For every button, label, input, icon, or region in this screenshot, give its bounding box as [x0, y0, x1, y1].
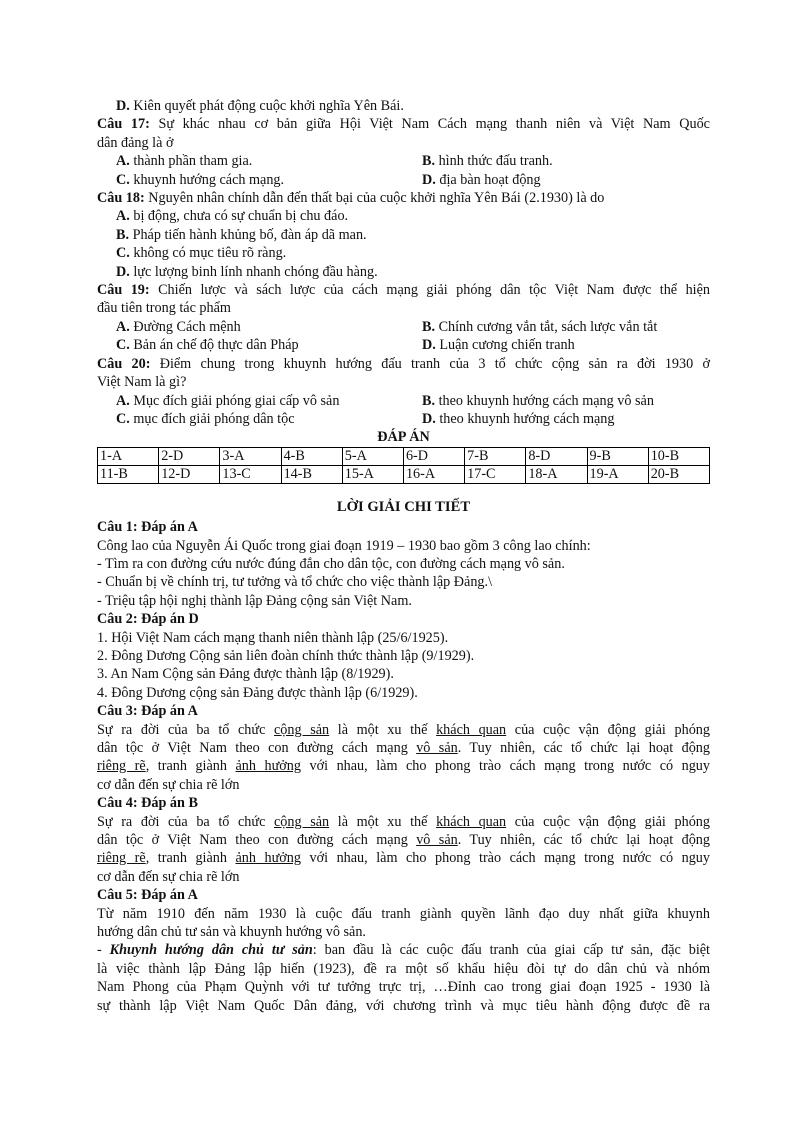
q18-option-b: B. Pháp tiến hành khủng bố, đàn áp dã man. — [116, 226, 367, 243]
solution-3-para: cơ dẫn đến sự chia rẽ lớn — [97, 776, 240, 793]
solution-2-line: 1. Hội Việt Nam cách mạng thanh niên thành lập (25/6/1925). — [97, 629, 449, 646]
solution-5-line: Từ năm 1910 đến năm 1930 là cuộc đấu tranh giành quyền lãnh đạo duy nhất giữa khuynh — [97, 905, 710, 922]
q16-option-d: D. Kiên quyết phát động cuộc khởi nghĩa Yên Bái. — [116, 98, 404, 114]
q19-options-row2: C. Bản án chế độ thực dân Pháp D. Luận cương chiến tranh — [116, 337, 575, 354]
q18-option-a: A. bị động, chưa có sự chuẩn bị chu đáo. — [116, 208, 349, 225]
solution-1-head: Câu 1: Đáp án A — [97, 519, 198, 536]
solution-5-line: hướng dân chủ tư sản và khuynh hướng vô sản. — [97, 924, 366, 941]
question-20: Câu 20: Điểm chung trong khuynh hướng đấu tranh của 3 tổ chức cộng sản ra đời 1930 ở — [97, 355, 710, 372]
q17-options-row2: C. khuynh hướng cách mạng. D. địa bàn hoạt động — [116, 171, 541, 188]
question-20-cont: Việt Nam là gì? — [97, 374, 187, 391]
solution-3-head: Câu 3: Đáp án A — [97, 703, 198, 720]
solution-1-line: Công lao của Nguyễn Ái Quốc trong giai đoạn 1919 – 1930 bao gồm 3 công lao chính: — [97, 537, 591, 554]
solution-3-para: riêng rẽ, tranh giành ảnh hưởng với nhau, làm cho phong trào cách mạng trong nước có nguy — [97, 758, 710, 775]
solution-title: LỜI GIẢI CHI TIẾT — [336, 498, 471, 515]
question-18: Câu 18: Nguyên nhân chính dẫn đến thất bại của cuộc khởi nghĩa Yên Bái (2.1930) là do — [97, 190, 605, 207]
solution-5-head: Câu 5: Đáp án A — [97, 887, 198, 904]
question-19: Câu 19: Chiến lược và sách lược của cách mạng giải phóng dân tộc Việt Nam được thể hiện — [97, 282, 710, 299]
solution-5-line: sự thành lập Việt Nam Quốc Dân đảng, với chương trình và mục tiêu hành động được đề ra — [97, 997, 710, 1014]
solution-1-line: - Chuẩn bị về chính trị, tư tưởng và tổ chức cho việc thành lập Đảng.\ — [97, 574, 493, 591]
answer-row: 1-A 2-D 3-A 4-B 5-A 6-D 7-B 8-D 9-B 10-B — [98, 447, 710, 465]
question-19-cont: đầu tiên trong tác phẩm — [97, 300, 231, 317]
question-17-cont: dân đảng là ở — [97, 134, 174, 151]
q17-options-row1: A. thành phần tham gia. B. hình thức đấu tranh. — [116, 153, 553, 170]
solution-3-para: dân tộc ở Việt Nam theo con đường cách mạng vô sản. Tuy nhiên, các tổ chức lại hoạt động — [97, 740, 710, 756]
solution-1-line: - Triệu tập hội nghị thành lập Đảng cộng sản Việt Nam. — [97, 592, 412, 609]
solution-3-para: Sự ra đời của ba tổ chức cộng sản là một xu thế khách quan của cuộc vận động giải phóng — [97, 721, 710, 738]
q20-options-row2: C. mục đích giải phóng dân tộc D. theo khuynh hướng cách mạng — [116, 410, 615, 427]
solution-5-keyword-line: - Khuynh hướng dân chủ tư sản: ban đầu là các cuộc đấu tranh của giai cấp tư sản, đặc biệt — [97, 942, 710, 959]
answer-row: 11-B 12-D 13-C 14-B 15-A 16-A 17-C 18-A 19-A 20-B — [98, 465, 710, 483]
answer-title: ĐÁP ÁN — [377, 429, 430, 446]
solution-2-head: Câu 2: Đáp án D — [97, 611, 199, 628]
q20-options-row1: A. Mục đích giải phóng giai cấp vô sản B. theo khuynh hướng cách mạng vô sản — [116, 392, 654, 409]
q18-option-c: C. không có mục tiêu rõ ràng. — [116, 245, 287, 262]
solution-4-para: dân tộc ở Việt Nam theo con đường cách mạng vô sản. Tuy nhiên, các tổ chức lại hoạt động — [97, 832, 710, 849]
solution-4-para: cơ dẫn đến sự chia rẽ lớn — [97, 868, 240, 885]
question-17: Câu 17: Sự khác nhau cơ bản giữa Hội Việt Nam Cách mạng thanh niên và Việt Nam Quốc — [97, 116, 710, 133]
solution-4-head: Câu 4: Đáp án B — [97, 795, 198, 812]
solution-1-line: - Tìm ra con đường cứu nước đúng đắn cho dân tộc, con đường cách mạng vô sản. — [97, 555, 565, 572]
q18-option-d: D. lực lượng binh lính nhanh chóng đầu hàng. — [116, 263, 378, 280]
solution-2-line: 4. Đông Dương cộng sản Đảng được thành lập (6/1929). — [97, 684, 418, 701]
q19-options-row1: A. Đường Cách mệnh B. Chính cương vắn tắt, sách lược vắn tắt — [116, 318, 658, 335]
solution-4-para: riêng rẽ, tranh giành ảnh hưởng với nhau, làm cho phong trào cách mạng trong nước có nguy — [97, 850, 710, 867]
answer-table — [97, 447, 710, 484]
solution-2-line: 3. An Nam Cộng sản Đảng được thành lập (8/1929). — [97, 666, 394, 683]
solution-5-line: là việc thành lập Đảng lập hiến (1923), đề ra một số khẩu hiệu đòi tự do dân chủ và nhóm — [97, 960, 710, 977]
solution-2-line: 2. Đông Dương Cộng sản liên đoàn chính thức thành lập (9/1929). — [97, 647, 475, 664]
solution-4-para: Sự ra đời của ba tổ chức cộng sản là một xu thế khách quan của cuộc vận động giải phóng — [97, 813, 710, 830]
solution-5-line: Nam Phong của Phạm Quỳnh với tư tưởng trực trị, …Đỉnh cao trong giai đoạn 1925 - 1930 là — [97, 979, 710, 996]
document-page — [97, 97, 710, 1015]
